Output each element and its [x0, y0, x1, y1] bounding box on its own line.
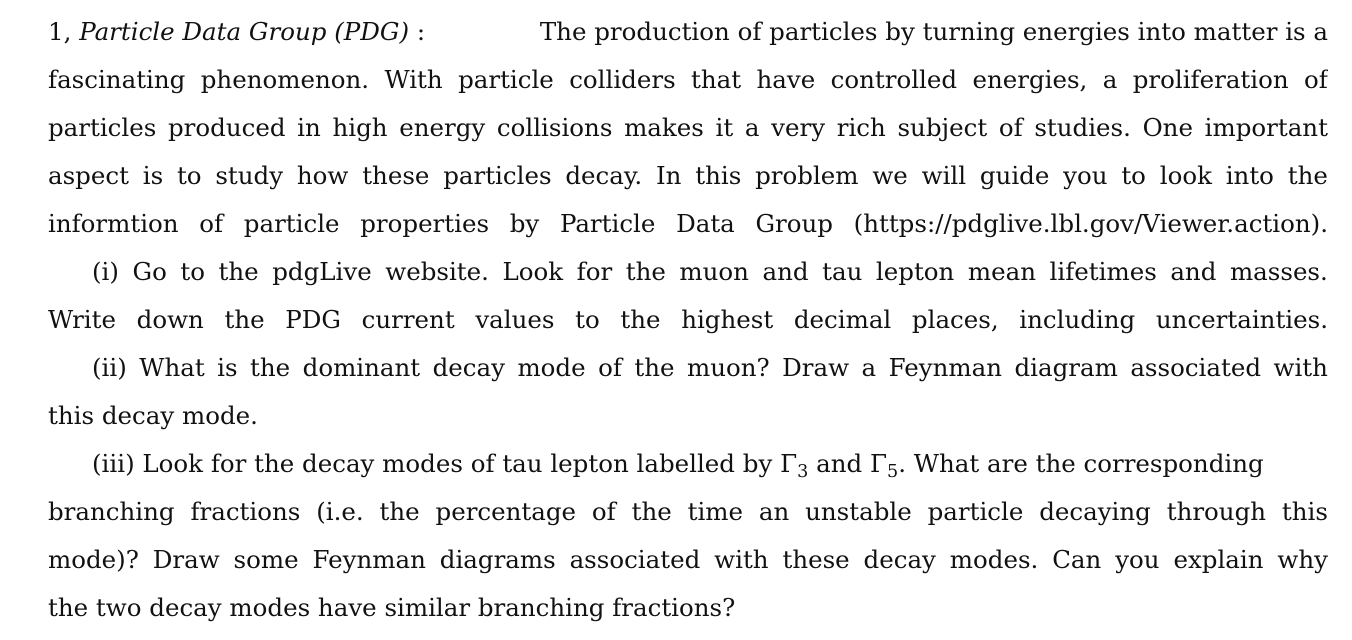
part-i-text-2-word: including	[1019, 305, 1136, 334]
intro-line-5	[48, 200, 1328, 248]
part-i-text-1-word: for	[576, 257, 613, 286]
part-iii-text-2-word: time	[687, 497, 744, 526]
part-iii-text-3-word: decay	[863, 545, 936, 574]
part-i-text-2-word: the	[224, 305, 265, 334]
part-iii-text-3-word: with	[714, 545, 769, 574]
intro-text-4-word: will	[921, 161, 967, 190]
intro-text-3-word: very	[771, 113, 826, 142]
intro-text-2-word: controlled	[830, 65, 958, 94]
part-iii-text-2-word: decaying	[1039, 497, 1151, 526]
part-ii-text-1-word: What	[139, 353, 205, 382]
intro-text-2-word: a	[1102, 65, 1118, 94]
part-ii-text-1-word: (ii)	[92, 353, 127, 382]
intro-text-3-word: One	[1142, 113, 1193, 142]
intro-text-4-word: study	[215, 161, 284, 190]
intro-text-3-word: high	[332, 113, 388, 142]
intro-text-2-word: particle	[458, 65, 554, 94]
intro-text-3-word: studies.	[1034, 113, 1131, 142]
part-i-text-1-word: lifetimes	[1049, 257, 1157, 286]
part-iii-text-2-word: fractions	[190, 497, 301, 526]
part-iii-text-3-word: Can	[1052, 545, 1102, 574]
intro-text-2-word: have	[756, 65, 816, 94]
intro-text-3-word: in	[297, 113, 321, 142]
part-i-text-1-word: the	[218, 257, 259, 286]
part-i-text-2-word: Write	[48, 305, 116, 334]
part-iii-text-3-word: some	[233, 545, 299, 574]
part-i-text-1-word: (i)	[92, 257, 119, 286]
part-i-text-2-word: places,	[911, 305, 999, 334]
part-i-text-2-word: PDG	[285, 305, 341, 334]
intro-text-3-word: collisions	[496, 113, 613, 142]
part-ii-text-1-word: the	[250, 353, 291, 382]
part-i-text-1-word: and	[762, 257, 809, 286]
part-iii-line-3	[48, 536, 1328, 584]
gamma-5: $\Gamma_5$	[870, 449, 899, 482]
part-iii-text-2-word: the	[379, 497, 420, 526]
intro-text-3-word: rich	[836, 113, 886, 142]
part-iii-text-3-word: diagrams	[439, 545, 556, 574]
part-i-text-2-word: down	[136, 305, 204, 334]
intro-text-5-word: of	[199, 209, 224, 238]
intro-text-3-word: it	[715, 113, 734, 142]
intro-text-4-word: In	[656, 161, 682, 190]
part-i-text-2-word: current	[361, 305, 455, 334]
intro-text-2-word: energies,	[972, 65, 1088, 94]
intro-text-2-word: colliders	[569, 65, 676, 94]
part-iii-text-2-word: unstable	[805, 497, 912, 526]
part-iii-text-3-word: explain	[1173, 545, 1264, 574]
problem-document	[48, 8, 1328, 632]
part-i-text-1-word: to	[180, 257, 205, 286]
part-i-text-1-word: tau	[822, 257, 863, 286]
intro-text-4-word: into	[1225, 161, 1274, 190]
part-ii-text-2: this decay mode.	[48, 401, 258, 430]
intro-text-4-word: problem	[755, 161, 859, 190]
part-ii-text-1-word: mode	[517, 353, 586, 382]
part-i-text-1-word: Go	[132, 257, 167, 286]
part-iii-text-2-word: (i.e.	[316, 497, 364, 526]
part-i-text-2-word: uncertainties.	[1155, 305, 1328, 334]
part-iii-tail: . What are the corresponding	[898, 449, 1264, 478]
part-ii-text-1-word: Draw	[782, 353, 850, 382]
part-iii-text-3-word: associated	[569, 545, 701, 574]
part-iii-text-1	[92, 440, 1264, 488]
intro-text-2-word: fascinating	[48, 65, 186, 94]
part-iii-text-3-word: these	[782, 545, 850, 574]
part-i-text-2-word: to	[575, 305, 600, 334]
part-iii-text-2-word: percentage	[435, 497, 577, 526]
title-colon: :	[416, 17, 426, 46]
part-iii-text-3-word: why	[1277, 545, 1328, 574]
part-ii-text-1-word: is	[217, 353, 238, 382]
part-iii-text-2-word: particle	[927, 497, 1024, 526]
intro-text-3-word: important	[1204, 113, 1328, 142]
intro-text-3-word: produced	[167, 113, 286, 142]
intro-text-5-word: particle	[243, 209, 340, 238]
intro-text-4-word: the	[1287, 161, 1328, 190]
part-iii-text-2-word: branching	[48, 497, 175, 526]
conjunction: and	[816, 449, 863, 478]
part-i-line-2	[48, 296, 1328, 344]
part-iii-text-3-word: Feynman	[312, 545, 426, 574]
intro-text-5-word: by	[509, 209, 540, 238]
intro-text-2-word: that	[691, 65, 742, 94]
part-iii-text-3-word: modes.	[949, 545, 1039, 574]
intro-text-4-word: aspect	[48, 161, 129, 190]
part-ii-text-1-word: of	[598, 353, 622, 382]
part-iii-text-3-word: you	[1115, 545, 1160, 574]
intro-text-4-word: decay.	[565, 161, 643, 190]
intro-line-4	[48, 152, 1328, 200]
problem-header	[48, 8, 425, 56]
intro-line-3	[48, 104, 1328, 152]
part-iii-text-2-word: this	[1281, 497, 1328, 526]
part-iii-text-3-word: mode)?	[48, 545, 139, 574]
part-ii-text-1-word: muon?	[686, 353, 770, 382]
part-i-text-1-word: pdgLive	[272, 257, 372, 286]
intro-text-3-word: makes	[624, 113, 704, 142]
part-iii-text-3-word: Draw	[152, 545, 220, 574]
part-i-text-1-word: website.	[385, 257, 489, 286]
intro-text-4-word: look	[1159, 161, 1212, 190]
intro-text-2-word: With	[384, 65, 443, 94]
part-i-text-2-word: highest	[681, 305, 774, 334]
part-ii-text-1-word: dominant	[302, 353, 421, 382]
intro-text-2-word: of	[1304, 65, 1328, 94]
part-iii-text-2-word: the	[631, 497, 672, 526]
intro-text-4-word: these	[362, 161, 430, 190]
part-i-text-2-word: the	[620, 305, 661, 334]
part-iii-lead: (iii) Look for the decay modes of tau lepton labelled by	[92, 449, 773, 478]
part-i-text-1-word: and	[1170, 257, 1217, 286]
part-ii-line-1	[48, 344, 1328, 392]
intro-text-4-word: to	[176, 161, 202, 190]
intro-text-3-word: energy	[399, 113, 486, 142]
intro-line-1	[48, 8, 1328, 56]
part-iii-text-2-word: of	[591, 497, 616, 526]
intro-text-4-word: to	[1121, 161, 1146, 190]
intro-text-4-word: we	[872, 161, 908, 190]
intro-text-3-word: of	[998, 113, 1023, 142]
part-i-text-1-word: lepton	[875, 257, 955, 286]
intro-text-4-word: particles	[443, 161, 552, 190]
part-iii-line-1	[48, 440, 1328, 488]
intro-text-5-word: Particle	[559, 209, 656, 238]
part-ii-text-1-word: Feynman	[888, 353, 1003, 382]
part-i-text-1-word: muon	[679, 257, 749, 286]
intro-text-3-word: particles	[48, 113, 157, 142]
intro-text-2-word: proliferation	[1132, 65, 1289, 94]
part-i-text-1-word: the	[625, 257, 666, 286]
intro-text-1: The production of particles by turning energies into matter is a	[539, 17, 1328, 46]
part-iii-line-4	[48, 584, 1328, 632]
part-ii-text-1-word: decay	[432, 353, 505, 382]
intro-text-2-word: phenomenon.	[200, 65, 370, 94]
part-i-text-1-word: Look	[502, 257, 564, 286]
intro-text-4-word: how	[296, 161, 349, 190]
intro-text-5-word: Group	[755, 209, 833, 238]
part-iii-line-2	[48, 488, 1328, 536]
intro-text-5-word: Data	[676, 209, 735, 238]
part-i-line-1	[48, 248, 1328, 296]
intro-text-4-word: this	[695, 161, 742, 190]
intro-text-5-word: properties	[360, 209, 490, 238]
part-i-text-2-word: decimal	[793, 305, 892, 334]
problem-number: 1,	[48, 17, 72, 46]
intro-text-5-word: (https://pdglive.lbl.gov/Viewer.action).	[853, 209, 1328, 238]
intro-text-4-word: you	[1063, 161, 1108, 190]
gamma-3: $\Gamma_3$	[780, 449, 809, 482]
problem-title: Particle Data Group (PDG)	[79, 17, 410, 46]
intro-line-2	[48, 56, 1328, 104]
part-iii-text-2-word: an	[758, 497, 790, 526]
part-ii-line-2	[48, 392, 1328, 440]
intro-text-3-word: subject	[897, 113, 988, 142]
intro-text-3-word: a	[744, 113, 760, 142]
part-ii-text-1-word: with	[1273, 353, 1328, 382]
part-ii-text-1-word: diagram	[1014, 353, 1118, 382]
intro-text-4-word: is	[142, 161, 164, 190]
part-i-text-2-word: values	[475, 305, 555, 334]
part-iii-text-4: the two decay modes have similar branching fractions?	[48, 593, 736, 622]
part-ii-text-1-word: a	[861, 353, 877, 382]
part-iii-text-2-word: through	[1166, 497, 1267, 526]
part-ii-text-1-word: associated	[1130, 353, 1262, 382]
intro-text-4-word: guide	[979, 161, 1050, 190]
part-i-text-1-word: masses.	[1229, 257, 1328, 286]
intro-text-5-word: informtion	[48, 209, 179, 238]
part-ii-text-1-word: the	[634, 353, 675, 382]
part-i-text-1-word: mean	[967, 257, 1036, 286]
